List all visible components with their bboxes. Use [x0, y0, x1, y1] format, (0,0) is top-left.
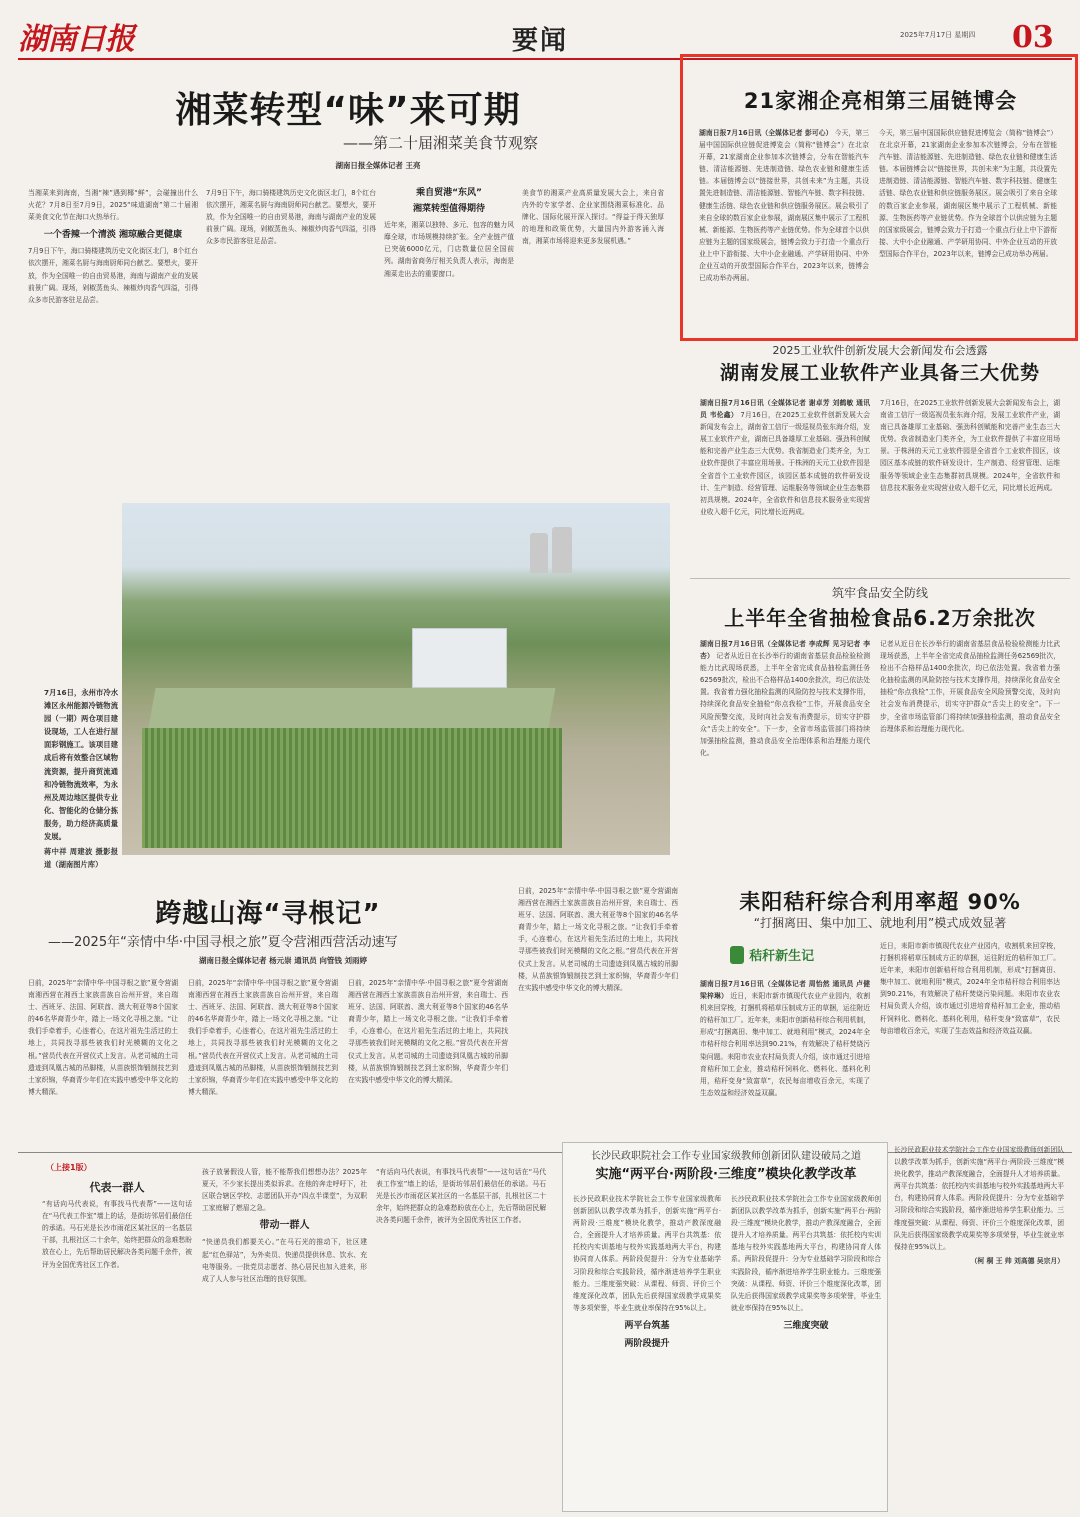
college-col-right	[731, 1193, 881, 1508]
xungen-body-3: 日前，2025年“亲情中华·中国寻根之旅”夏令营湖南湘西营在湘西土家族苗族自治州开营，来自瑞士、西班牙、法国、阿联酋、澳大利亚等8个国家的46名华裔青少年，踏上一场文化寻根之旅。“让我们手牵着手，心连着心，在这片祖先生活过的土地上，共同找寻那些被我们时光模糊的文化之根。”营员代表在开营仪式上发言。从老司城的土司遗迹到凤凰古城的吊脚楼，从苗族银饰锻制技艺到土家织锦，华裔青少年们在实践中感受中华文化的博大精深。	[348, 979, 508, 1084]
xiangcai-body1-cont: 7月9日下午，海口骑楼建筑历史文化街区北门，8个红台依次摆开，湘菜名厨与海南厨师同台献艺。要想火，要开放，作为全国唯一的自由贸易港，海南与湖南产业的发展前景广阔。现场，剁椒蒸鱼头、辣椒炒肉香气四溢，引得众多市民游客驻足品尝。	[206, 189, 376, 246]
jump-body3: “快递员我们都要关心。”在马石光的推动下，社区建起“红色驿站”，为外卖员、快递员提供休息、饮水、充电等服务。一批党员志愿者、热心居民也加入进来，形成了人人参与社区治理的良好氛围。	[202, 1238, 367, 1283]
food-col-left	[700, 638, 870, 846]
liantbohui-col-right	[879, 127, 1057, 335]
jump-title: 代表一群人	[89, 1181, 145, 1194]
college-subhead-2: 两阶段提升	[624, 1339, 670, 1350]
xungen-col-2	[188, 977, 338, 1147]
date-line: 2025年7月17日 星期四	[900, 31, 976, 39]
liantbohui-title: 21家湘企亮相第三届链博会	[743, 89, 1018, 113]
jump-body2: 孩子放暑假没人管，能不能帮我们想想办法？2025年夏天，不少家长提出类似诉求。在他的奔走呼吁下，社区联合辖区学校、志愿团队开办“四点半课堂”，为双职工家庭解了燃眉之急。	[202, 1168, 367, 1213]
page-number: 03	[1012, 20, 1054, 55]
photo-caption-text: 7月16日，永州市冷水滩区永州能源冷链物流园（一期）两仓项目建设现场，工人在进行屋面彩钢施工。该项目建成后将有效整合区域物流资源，提升商贸流通和冷链物流效率，为永州及周边地区提供专业化、智能化的仓储分拣服务，助力经济高质量发展。	[44, 688, 118, 842]
college-box	[562, 1142, 888, 1512]
software-title: 湖南发展工业软件产业具备三大优势	[719, 362, 1040, 384]
food-byline: 湖南日报7月16日讯（全媒体记者 李成辉 见习记者 李杏）	[700, 640, 870, 661]
jump-col-2	[202, 1166, 367, 1506]
college-body-cont: 长沙民政职业技术学院社会工作专业国家级教师创新团队以教学改革为抓手，创新实施“两平台·两阶段·三维度”模块化教学，推动产教深度融合，全面提升人才培养质量。两平台共筑基：依托校内实训基地与校外实践基地两大平台，构建协同育人体系。两阶段促提升：分为专业基础学习阶段和综合实践阶段，循序渐进培养学生职业能力。三维度强突破：从课程、师资、评价三个维度深化改革，团队先后获得国家级教学成果奖等多项荣誉，毕业生就业率保持在95%以上。	[731, 1195, 881, 1312]
photo-credit: 蒋中祥 周建波 摄影报道（湖南图片库）	[44, 847, 118, 870]
xungen-body-2: 日前，2025年“亲情中华·中国寻根之旅”夏令营湖南湘西营在湘西土家族苗族自治州开营，来自瑞士、西班牙、法国、阿联酋、澳大利亚等8个国家的46名华裔青少年，踏上一场文化寻根之旅。“让我们手牵着手，心连着心，在这片祖先生活过的土地上，共同找寻那些被我们时光模糊的文化之根。”营员代表在开营仪式上发言。从老司城的土司遗迹到凤凰古城的吊脚楼，从苗族银饰锻制技艺到土家织锦，华裔青少年们在实践中感受中华文化的博大精深。	[188, 979, 338, 1096]
xungen-col-1	[28, 977, 178, 1147]
newspaper-logo: 湖南日报	[18, 22, 134, 57]
cooling-tower-2	[552, 527, 572, 573]
straw-body-cont: 近日，耒阳市新市镇现代农业产业园内，收割机来回穿梭，打捆机将稻草压制成方正的草捆，运往附近的秸秆加工厂。近年来，耒阳市创新秸秆综合利用机制，形成“打捆离田、集中加工、就地利用”模式，2024年全市秸秆综合利用率达到90.21%，有效解决了秸秆焚烧污染问题。耒阳市农业农村局负责人介绍，该市通过引进培育秸秆加工企业，推动秸秆饲料化、燃料化、基料化利用，秸秆变身“致富草”，农民每亩增收百余元，实现了生态效益和经济效益双赢。	[880, 942, 1060, 1035]
straw-title: 耒阳秸秆综合利用率超 90%	[739, 890, 1021, 914]
college-col-extra	[894, 1144, 1064, 1508]
xiangcai-col-sidebar	[384, 187, 514, 477]
xungen-body: 日前，2025年“亲情中华·中国寻根之旅”夏令营湖南湘西营在湘西土家族苗族自治州开营，来自瑞士、西班牙、法国、阿联酋、澳大利亚等8个国家的46名华裔青少年，踏上一场文化寻根之旅。“让我们手牵着手，心连着心，在这片祖先生活过的土地上，共同找寻那些被我们时光模糊的文化之根。”营员代表在开营仪式上发言。从老司城的土司遗迹到凤凰古城的吊脚楼，从苗族银饰锻制技艺到土家织锦，华裔青少年们在实践中感受中华文化的博大精深。	[28, 979, 178, 1096]
college-credit: （柯 桐 王 帅 刘高德 吴宗月）	[970, 1256, 1064, 1265]
jump-body1-cont: “有话向马代表说，有事找马代表帮”——这句话在“马代表工作室”墙上的话，是街坊邻居们最信任的承诺。马石光是长沙市雨花区某社区的一名基层干部，扎根社区二十余年，始终把群众的急难愁盼放在心上，先后帮助居民解决各类问题千余件，被评为全国优秀社区工作者。	[376, 1168, 546, 1225]
xiangcai-sidebar-title: 湘菜转型值得期待	[412, 204, 485, 215]
photo-caption	[44, 686, 118, 870]
software-body-cont: 7月16日，在2025工业软件创新发展大会新闻发布会上，湖南省工信厅一级巡视员张东海介绍，发展工业软件产业，湖南已具备雄厚工业基础、强劲科创赋能和完善产业生态三大优势。我省制造业门类齐全，为工业软件提供了丰富应用场景。于株洲的天元工业软件园是全省首个工业软件园区，该园区基本成链的软件研发设计、生产制造、经营管理、运维服务等领域企业生态集群初具规模。2024年，全省软件和信息技术服务业实现营业收入超千亿元，同比增长近两成。	[880, 399, 1060, 492]
liantbohui-body-cont: 今天，第三届中国国际供应链促进博览会（简称“链博会”）在北京开幕，21家湖南企业参加本次链博会，分布在智能汽车链、清洁能源链、先进制造链、绿色农业链和健康生活链。本届链博会以“链接世界，共创未来”为主题，共设置先进制造链、清洁能源链、智能汽车链、数字科技链、健康生活链、绿色农业链和供应链服务展区。展会吸引了来自全球的数百家企业参展，湖南展区集中展示了工程机械、新能源、生物医药等产业链优势。作为全球首个以供应链为主题的国家级展会，链博会致力于打造一个重点行业上中下游衔接、大中小企业融通、产学研用协同、中外企业互动的开放型国际合作平台，2023年以来，链博会已成功举办两届。	[879, 129, 1057, 258]
liantbohui-body: 今天，第三届中国国际供应链促进博览会（简称“链博会”）在北京开幕，21家湖南企业参加本次链博会，分布在智能汽车链、清洁能源链、先进制造链、绿色农业链和健康生活链。本届链博会以“链接世界，共创未来”为主题，共设置先进制造链、清洁能源链、智能汽车链、数字科技链、健康生活链、绿色农业链和供应链服务展区。展会吸引了来自全球的数百家企业参展，湖南展区集中展示了工程机械、新能源、生物医药等产业链优势。作为全球首个以供应链为主题的国家级展会，链博会致力于打造一个重点行业上中下游衔接、大中小企业融通、产学研用协同、中外企业互动的开放型国际合作平台，2023年以来，链博会已成功举办两届。	[699, 129, 869, 283]
xiangcai-article	[18, 72, 668, 482]
office-building	[412, 628, 507, 688]
cooling-tower-1	[530, 533, 548, 573]
xiangcai-lead: 当湘菜来到海南，当湘“辣”遇到椰“鲜”，会碰撞出什么火花？7月8日至7月9日，2025“味道湖南”第二十届湘菜美食文化节在海口火热举行。	[28, 189, 198, 222]
software-byline: 湖南日报7月16日讯（全媒体记者 谢卓芳 刘鹤敏 通讯员 韦伦鑫）	[700, 399, 870, 420]
food-article	[690, 582, 1070, 852]
xungen-col-4	[518, 885, 678, 1147]
straw-logo	[730, 944, 860, 966]
college-body-extra: 长沙民政职业技术学院社会工作专业国家级教师创新团队以教学改革为抓手，创新实施“两平台·两阶段·三维度”模块化教学，推动产教深度融合，全面提升人才培养质量。两平台共筑基：依托校内实训基地与校外实践基地两大平台，构建协同育人体系。两阶段促提升：分为专业基础学习阶段和综合实践阶段，循序渐进培养学生职业能力。三维度强突破：从课程、师资、评价三个维度深化改革，团队先后获得国家级教学成果奖等多项荣誉，毕业生就业率保持在95%以上。	[894, 1146, 1064, 1251]
software-kicker: 2025工业软件创新发展大会新闻发布会透露	[772, 344, 988, 357]
straw-logo-icon	[730, 946, 744, 964]
xungen-article	[18, 885, 516, 1150]
xiangcai-body1: 7月9日下午，海口骑楼建筑历史文化街区北门，8个红台依次摆开，湘菜名厨与海南厨师同台献艺。要想火，要开放，作为全国唯一的自由贸易港，海南与湖南产业的发展前景广阔。现场，剁椒蒸鱼头、辣椒炒肉香气四溢，引得众多市民游客驻足品尝。	[28, 247, 198, 304]
jump-article	[18, 1158, 566, 1508]
xiangcai-sidebar-kicker: 乘自贸港“东风”	[416, 188, 482, 198]
college-body: 长沙民政职业技术学院社会工作专业国家级教师创新团队以教学改革为抓手，创新实施“两平台·两阶段·三维度”模块化教学，推动产教深度融合，全面提升人才培养质量。两平台共筑基：依托校内实训基地与校外实践基地两大平台，构建协同育人体系。两阶段促提升：分为专业基础学习阶段和综合实践阶段，循序渐进培养学生职业能力。三维度强突破：从课程、师资、评价三个维度深化改革，团队先后获得国家级教学成果奖等多项荣誉，毕业生就业率保持在95%以上。	[573, 1195, 721, 1312]
food-kicker: 筑牢食品安全防线	[831, 586, 928, 600]
straw-byline: 湖南日报7月16日讯（全媒体记者 周怡然 通讯员 卢健 梁梓琳）	[700, 980, 870, 1001]
straw-logo-text: 秸秆新生记	[749, 949, 815, 964]
straw-col-right	[880, 940, 1060, 1138]
college-col-left	[573, 1193, 721, 1508]
straw-col-left	[700, 978, 870, 1138]
software-article	[690, 342, 1070, 574]
college-kicker: 长沙民政职院社会工作专业国家级教师创新团队建设破局之道	[591, 1151, 861, 1162]
food-body-cont: 记者从近日在长沙举行的湖南省基层食品检验检测能力比武现场获悉，上半年全省完成食品抽检监测任务62569批次，检出不合格样品1400余批次，均已依法处置。我省着力强化抽检监测的风险防控与技术支撑作用，持续深化食品安全抽检“你点我检”工作，开展食品安全风险预警交流，及时向社会发布消费提示，切实守护群众“舌尖上的安全”。下一步，全省市场监管部门将持续加强抽检监测，推动食品安全治理体系和治理能力现代化。	[880, 640, 1060, 733]
jump-body1: “有话向马代表说，有事找马代表帮”——这句话在“马代表工作室”墙上的话，是街坊邻居们最信任的承诺。马石光是长沙市雨花区某社区的一名基层干部，扎根社区二十余年，始终把群众的急难愁盼放在心上，先后帮助居民解决各类问题千余件，被评为全国优秀社区工作者。	[42, 1200, 192, 1269]
highlight-frame	[680, 54, 1078, 341]
straw-body: 近日，耒阳市新市镇现代农业产业园内，收割机来回穿梭，打捆机将稻草压制成方正的草捆，运往附近的秸秆加工厂。近年来，耒阳市创新秸秆综合利用机制，形成“打捆离田、集中加工、就地利用”模式，2024年全市秸秆综合利用率达到90.21%，有效解决了秸秆焚烧污染问题。耒阳市农业农村局负责人介绍，该市通过引进培育秸秆加工企业，推动秸秆饲料化、燃料化、基料化利用，秸秆变身“致富草”，农民每亩增收百余元，实现了生态效益和经济效益双赢。	[700, 992, 871, 1097]
xiangcai-byline: 湖南日报全媒体记者 王亮	[335, 161, 421, 170]
food-col-right	[880, 638, 1060, 846]
warehouse-roof	[148, 688, 555, 728]
software-col-left	[700, 397, 870, 569]
xiangcai-subtitle: ——第二十届湘菜美食节观察	[342, 134, 538, 152]
college-subhead-1: 两平台筑基	[624, 1320, 670, 1331]
xiangcai-body3: 美食节的湘菜产业高质量发展大会上，来自省内外的专家学者、企业家围绕湘菜标准化、品牌化、国际化展开深入探讨。“得益于得天独厚的地理和政策优势，大量国内外游客涌入海南，湘菜市场将迎来更多发展机遇。”	[522, 189, 664, 246]
food-rule	[690, 578, 1070, 579]
liantbohui-byline: 湖南日报7月16日讯（全媒体记者 彭可心）	[699, 129, 833, 137]
section-title: 要闻	[511, 26, 568, 56]
xiangcai-col-mid	[206, 187, 376, 477]
xungen-col-3	[348, 977, 508, 1147]
jump-continued: （上接1版）	[46, 1163, 92, 1172]
xiangcai-col-left	[28, 187, 198, 477]
software-body: 7月16日，在2025工业软件创新发展大会新闻发布会上，湖南省工信厅一级巡视员张东海介绍，发展工业软件产业，湖南已具备雄厚工业基础、强劲科创赋能和完善产业生态三大优势。我省制造业门类齐全，为工业软件提供了丰富应用场景。于株洲的天元工业软件园是全省首个工业软件园区，该园区基本成链的软件研发设计、生产制造、经营管理、运维服务等领域企业生态集群初具规模。2024年，全省软件和信息技术服务业实现营业收入超千亿元，同比增长近两成。	[700, 411, 870, 516]
xungen-body-4: 日前，2025年“亲情中华·中国寻根之旅”夏令营湖南湘西营在湘西土家族苗族自治州开营，来自瑞士、西班牙、法国、阿联酋、澳大利亚等8个国家的46名华裔青少年，踏上一场文化寻根之旅。“让我们手牵着手，心连着心，在这片祖先生活过的土地上，共同找寻那些被我们时光模糊的文化之根。”营员代表在开营仪式上发言。从老司城的土司遗迹到凤凰古城的吊脚楼，从苗族银饰锻制技艺到土家织锦，华裔青少年们在实践中感受中华文化的博大精深。	[518, 887, 678, 992]
software-col-right	[880, 397, 1060, 569]
xiangcai-body2: 近年来，湘菜以独特、多元、包容的魅力风靡全球，市场规模持续扩张。全产业链产值已突破6000亿元，门店数量位居全国前列。湖南省商务厅相关负责人表示，海南是湘菜走出去的重要窗口。	[384, 221, 514, 278]
xiangcai-col-right	[522, 187, 664, 477]
jump-subhead2: 带动一群人	[259, 1220, 310, 1232]
straw-subtitle: “打捆离田、集中加工、就地利用”模式成效显著	[753, 916, 1007, 930]
xungen-byline: 湖南日报全媒体记者 杨元崇 通讯员 向管钱 刘雨婷	[199, 956, 367, 965]
xiangcai-title: 湘菜转型“味”来可期	[175, 90, 521, 131]
food-title: 上半年全省抽检食品6.2万余批次	[724, 606, 1036, 630]
warehouse-under-construction	[142, 728, 562, 848]
xiangcai-subhead1: 一个香辣一个清淡 湘琼融合更健康	[43, 230, 183, 241]
liantbohui-col-left	[699, 127, 869, 335]
construction-photo	[122, 503, 670, 855]
college-title: 实施“两平台·两阶段·三维度”模块化教学改革	[595, 1167, 857, 1182]
xungen-title: 跨越山海“寻根记”	[155, 899, 381, 929]
xungen-subtitle: ——2025年“亲情中华·中国寻根之旅”夏令营湘西营活动速写	[48, 935, 398, 950]
food-body: 记者从近日在长沙举行的湖南省基层食品检验检测能力比武现场获悉，上半年全省完成食品抽检监测任务62569批次，检出不合格样品1400余批次，均已依法处置。我省着力强化抽检监测的风险防控与技术支撑作用，持续深化食品安全抽检“你点我检”工作，开展食品安全风险预警交流，及时向社会发布消费提示，切实守护群众“舌尖上的安全”。下一步，全省市场监管部门将持续加强抽检监测，推动食品安全治理体系和治理能力现代化。	[700, 652, 871, 757]
straw-article	[690, 880, 1072, 1142]
jump-col-1	[42, 1176, 192, 1506]
jump-col-3	[376, 1166, 546, 1506]
college-subhead-3: 三维度突破	[783, 1320, 829, 1331]
